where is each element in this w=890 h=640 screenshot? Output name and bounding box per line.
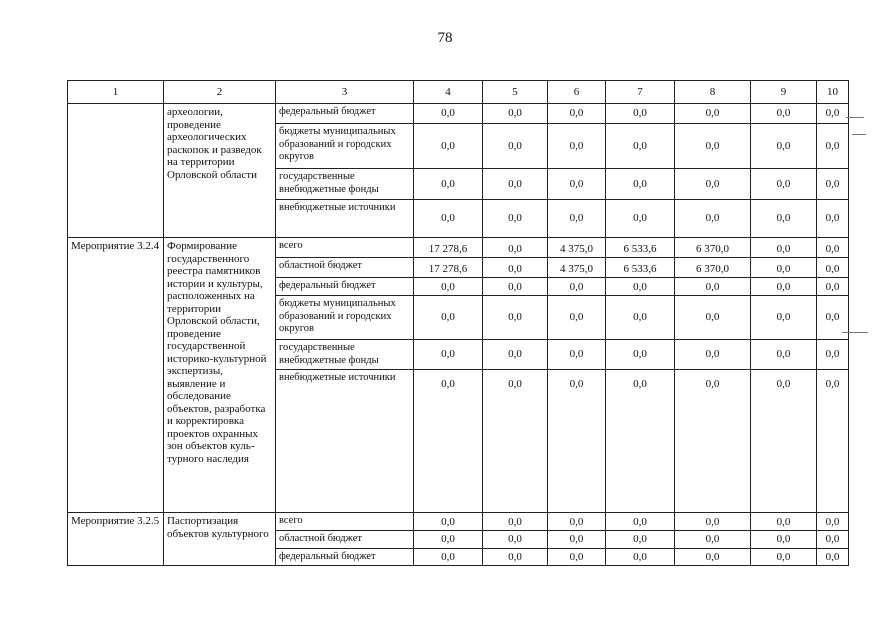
value-cell: 0,0 — [817, 200, 849, 238]
header-cell-10: 10 — [817, 81, 849, 104]
value-cell: 0,0 — [675, 548, 751, 566]
header-cell-6: 6 — [548, 81, 606, 104]
header-cell-1: 1 — [68, 81, 164, 104]
funding-source-cell: федеральный бюджет — [276, 104, 414, 124]
funding-source-cell: федеральный бюджет — [276, 548, 414, 566]
measure-id-cell — [68, 104, 164, 238]
value-cell: 0,0 — [414, 370, 483, 513]
value-cell: 0,0 — [414, 296, 483, 340]
value-cell: 4 375,0 — [548, 258, 606, 278]
value-cell: 0,0 — [817, 513, 849, 531]
value-cell: 0,0 — [675, 296, 751, 340]
value-cell: 17 278,6 — [414, 258, 483, 278]
funding-source-cell: внебюджетные источники — [276, 370, 414, 513]
value-cell: 0,0 — [483, 548, 548, 566]
value-cell: 0,0 — [606, 124, 675, 169]
value-cell: 0,0 — [817, 104, 849, 124]
value-cell: 0,0 — [414, 548, 483, 566]
value-cell: 0,0 — [675, 531, 751, 549]
value-cell: 0,0 — [606, 200, 675, 238]
value-cell: 0,0 — [606, 169, 675, 200]
measure-description-cell: археологии, проведение археологических раскопок и разведок на территории Орловской области — [164, 104, 276, 238]
value-cell: 0,0 — [483, 513, 548, 531]
funding-source-cell: всего — [276, 513, 414, 531]
value-cell: 0,0 — [606, 104, 675, 124]
value-cell: 6 533,6 — [606, 238, 675, 258]
value-cell: 0,0 — [751, 258, 817, 278]
scan-mark — [852, 134, 866, 135]
value-cell: 0,0 — [483, 104, 548, 124]
value-cell: 0,0 — [548, 548, 606, 566]
value-cell: 0,0 — [675, 370, 751, 513]
funding-source-cell: государственные внебюджетные фонды — [276, 169, 414, 200]
funding-source-cell: всего — [276, 238, 414, 258]
header-cell-9: 9 — [751, 81, 817, 104]
value-cell: 0,0 — [817, 370, 849, 513]
value-cell: 0,0 — [675, 513, 751, 531]
header-cell-4: 4 — [414, 81, 483, 104]
funding-source-cell: бюджеты муниципальных образований и городских округов — [276, 296, 414, 340]
value-cell: 0,0 — [606, 370, 675, 513]
value-cell: 0,0 — [548, 124, 606, 169]
value-cell: 0,0 — [483, 531, 548, 549]
table-row — [68, 104, 849, 124]
measure-description-cell: Паспортизация объектов культурного — [164, 513, 276, 566]
value-cell: 0,0 — [414, 513, 483, 531]
value-cell: 0,0 — [751, 513, 817, 531]
value-cell: 0,0 — [751, 370, 817, 513]
value-cell: 0,0 — [548, 169, 606, 200]
scan-mark — [846, 117, 864, 118]
value-cell: 0,0 — [675, 169, 751, 200]
funding-source-cell: государственные внебюджетные фонды — [276, 340, 414, 370]
value-cell: 0,0 — [548, 296, 606, 340]
header-cell-2: 2 — [164, 81, 276, 104]
value-cell: 0,0 — [817, 548, 849, 566]
value-cell: 0,0 — [751, 340, 817, 370]
value-cell: 0,0 — [414, 278, 483, 296]
value-cell: 0,0 — [548, 340, 606, 370]
value-cell: 0,0 — [817, 258, 849, 278]
value-cell: 0,0 — [483, 200, 548, 238]
value-cell: 0,0 — [483, 278, 548, 296]
funding-source-cell: бюджеты муниципальных образований и городских округов — [276, 124, 414, 169]
value-cell: 0,0 — [414, 124, 483, 169]
value-cell: 17 278,6 — [414, 238, 483, 258]
value-cell: 0,0 — [751, 124, 817, 169]
value-cell: 0,0 — [483, 238, 548, 258]
value-cell: 0,0 — [606, 513, 675, 531]
funding-source-cell: областной бюджет — [276, 258, 414, 278]
value-cell: 0,0 — [483, 296, 548, 340]
value-cell: 0,0 — [414, 531, 483, 549]
value-cell: 0,0 — [817, 124, 849, 169]
value-cell: 0,0 — [817, 169, 849, 200]
value-cell: 0,0 — [675, 278, 751, 296]
value-cell: 0,0 — [675, 104, 751, 124]
value-cell: 0,0 — [751, 296, 817, 340]
value-cell: 0,0 — [414, 104, 483, 124]
value-cell: 0,0 — [483, 340, 548, 370]
budget-table — [67, 80, 849, 566]
value-cell: 4 375,0 — [548, 238, 606, 258]
value-cell: 0,0 — [606, 296, 675, 340]
value-cell: 0,0 — [606, 548, 675, 566]
value-cell: 0,0 — [548, 278, 606, 296]
value-cell: 6 370,0 — [675, 258, 751, 278]
funding-source-cell: внебюджетные источники — [276, 200, 414, 238]
value-cell: 0,0 — [817, 531, 849, 549]
table-row — [68, 513, 849, 531]
value-cell: 0,0 — [414, 169, 483, 200]
value-cell: 0,0 — [751, 238, 817, 258]
value-cell: 0,0 — [606, 340, 675, 370]
value-cell: 0,0 — [751, 104, 817, 124]
value-cell: 0,0 — [675, 340, 751, 370]
measure-description-cell: Формирование государственного реестра памятников истории и культуры, расположенных на территории Орловской области, проведение государственной историко-культурной экспертизы, выявление и обследование объектов, разработка и корректировка проектов охранных зон объектов куль-турного наследия — [164, 238, 276, 513]
table-header-row — [68, 81, 849, 104]
value-cell: 6 370,0 — [675, 238, 751, 258]
value-cell: 0,0 — [751, 548, 817, 566]
value-cell: 0,0 — [817, 340, 849, 370]
funding-source-cell: федеральный бюджет — [276, 278, 414, 296]
value-cell: 0,0 — [483, 169, 548, 200]
value-cell: 0,0 — [483, 124, 548, 169]
value-cell: 0,0 — [751, 531, 817, 549]
value-cell: 0,0 — [817, 278, 849, 296]
value-cell: 0,0 — [548, 370, 606, 513]
value-cell: 6 533,6 — [606, 258, 675, 278]
value-cell: 0,0 — [817, 296, 849, 340]
measure-id-cell: Мероприятие 3.2.5 — [68, 513, 164, 566]
measure-id-cell: Мероприятие 3.2.4 — [68, 238, 164, 513]
page-number: 78 — [437, 30, 453, 46]
value-cell: 0,0 — [548, 104, 606, 124]
header-cell-5: 5 — [483, 81, 548, 104]
value-cell: 0,0 — [817, 238, 849, 258]
value-cell: 0,0 — [548, 513, 606, 531]
value-cell: 0,0 — [751, 169, 817, 200]
value-cell: 0,0 — [483, 258, 548, 278]
value-cell: 0,0 — [414, 200, 483, 238]
value-cell: 0,0 — [606, 278, 675, 296]
value-cell: 0,0 — [548, 200, 606, 238]
value-cell: 0,0 — [483, 370, 548, 513]
header-cell-3: 3 — [276, 81, 414, 104]
scan-mark — [842, 332, 868, 333]
value-cell: 0,0 — [548, 531, 606, 549]
value-cell: 0,0 — [675, 124, 751, 169]
value-cell: 0,0 — [414, 340, 483, 370]
value-cell: 0,0 — [751, 278, 817, 296]
funding-source-cell: областной бюджет — [276, 531, 414, 549]
value-cell: 0,0 — [751, 200, 817, 238]
header-cell-8: 8 — [675, 81, 751, 104]
table-row — [68, 238, 849, 258]
value-cell: 0,0 — [606, 531, 675, 549]
value-cell: 0,0 — [675, 200, 751, 238]
header-cell-7: 7 — [606, 81, 675, 104]
